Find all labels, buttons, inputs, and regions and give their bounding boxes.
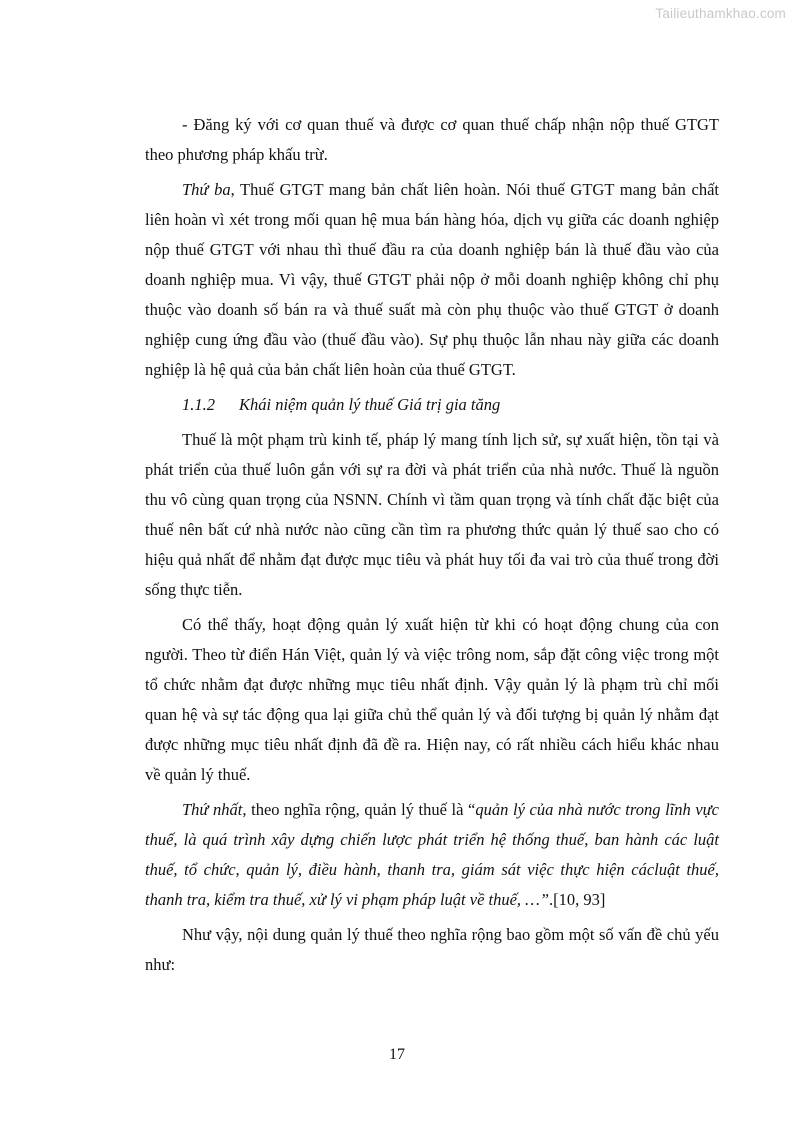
paragraph-third-point [145, 175, 719, 385]
quote-italic: quản lý của nhà nước trong lĩnh vực thuế, là quá trình xây dựng chiến lược phát triển hệ thống thuế, ban hành các luật thuế, tổ chức, quản lý, điều hành, thanh tra, giám sát việc thực hiện cácluật thuế, thanh tra, kiểm tra thuế, xử lý vi phạm pháp luật về thuế, …” [145, 800, 719, 909]
section-title: Khái niệm quản lý thuế Giá trị gia tăng [239, 395, 501, 414]
lead-italic: Thứ ba [182, 180, 231, 199]
paragraph-registration: - Đăng ký với cơ quan thuế và được cơ quan thuế chấp nhận nộp thuế GTGT theo phương pháp khấu trừ. [145, 115, 719, 164]
paragraph-summary: Như vậy, nội dung quản lý thuế theo nghĩa rộng bao gồm một số vấn đề chủ yếu như: [145, 925, 719, 974]
paragraph-management-concept: Có thể thấy, hoạt động quản lý xuất hiện từ khi có hoạt động chung của con người. Theo từ điển Hán Việt, quản lý và việc trông nom, sắp đặt công việc trong một tổ chức nhằm đạt được những mục tiêu nhất định. Vậy quản lý là phạm trù chỉ mối quan hệ và sự tác động qua lại giữa chủ thể quản lý và đối tượng bị quản lý nhằm đạt được những mục tiêu nhất định đã đề ra. Hiện nay, có rất nhiều cách hiểu khác nhau về quản lý thuế. [145, 615, 719, 784]
lead-italic: Thứ nhất, [182, 800, 247, 819]
page-number: 17 [389, 1046, 405, 1063]
paragraph-first-point [145, 795, 719, 915]
section-number: 1.1.2 [182, 395, 215, 414]
citation: .[10, 93] [549, 890, 606, 909]
paragraph-text: theo nghĩa rộng, quản lý thuế là “ [246, 800, 476, 819]
section-heading [145, 390, 719, 420]
paragraph-text: , Thuế GTGT mang bản chất liên hoàn. Nói thuế GTGT mang bản chất liên hoàn vì xét trong mối quan hệ mua bán hàng hóa, dịch vụ giữa các doanh nghiệp nộp thuế GTGT với nhau thì thuế đầu ra của doanh nghiệp bán là thuế đầu vào của doanh nghiệp mua. Vì vậy, thuế GTGT phải nộp ở mỗi doanh nghiệp không chỉ phụ thuộc vào doanh số bán ra và thuế suất mà còn phụ thuộc vào thuế GTGT ở doanh nghiệp cung ứng đầu vào (thuế đầu vào). Sự phụ thuộc lẫn nhau này giữa các doanh nghiệp là hệ quả của bản chất liên hoàn của thuế GTGT. [145, 180, 719, 379]
paragraph-tax-concept: Thuế là một phạm trù kinh tế, pháp lý mang tính lịch sử, sự xuất hiện, tồn tại và phát triển của thuế luôn gắn với sự ra đời và phát triển của nhà nước. Thuế là nguồn thu vô cùng quan trọng của NSNN. Chính vì tầm quan trọng và tính chất đặc biệt của thuế nên bất cứ nhà nước nào cũng cần tìm ra phương thức quản lý thuế sao cho có hiệu quả nhất để nhằm đạt được mục tiêu và phát huy tối đa vai trò của thuế trong đời sống thực tiễn. [145, 430, 719, 599]
watermark: Tailieuthamkhao.com [655, 6, 786, 21]
document-body [145, 110, 719, 985]
